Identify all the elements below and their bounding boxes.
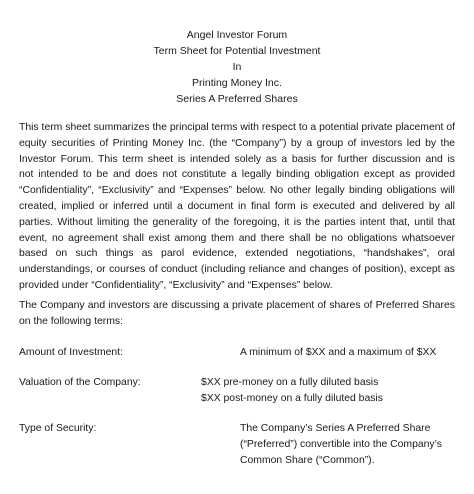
valuation-pre-money: $XX pre-money on a fully diluted basis [201, 377, 379, 388]
intro-line: not intended to be and does not constitute a legally binding obligation except as provided [19, 169, 455, 181]
intro-line: equity securities of Printing Money Inc. (the “Company”) by a group of investors led by the [19, 137, 455, 149]
intro-line: “Confidentiality”, “Exclusivity” and “Expenses” below. No other legally binding obligations will [19, 185, 455, 197]
security-label: Type of Security: [19, 423, 97, 434]
security-line-3: Common Share (“Common”). [240, 455, 375, 466]
terms-intro-paragraph [19, 298, 455, 330]
security-line-2: (“Preferred”) convertible into the Company’s [240, 439, 442, 450]
amount-value: A minimum of $XX and a maximum of $XX [240, 347, 437, 358]
valuation-post-money: $XX post-money on a fully diluted basis [201, 393, 383, 404]
intro-line: event, no agreement shall exist among them and there shall be no obligations whatsoever [19, 232, 455, 244]
security-line-1: The Company’s Series A Preferred Share [240, 423, 431, 434]
header-series: Series A Preferred Shares [176, 93, 298, 105]
intro-line: understandings, or courses of conduct (including reliance and changes of position), except as [19, 264, 455, 276]
header-in: In [232, 61, 242, 73]
intro-line: This term sheet summarizes the principal terms with respect to a potential private placement of [19, 122, 455, 133]
document-header [0, 28, 474, 108]
header-organization: Angel Investor Forum [186, 29, 288, 41]
intro-line: created, implied or inferred until a document in final form is executed and delivered by all [19, 200, 455, 212]
header-company: Printing Money Inc. [192, 77, 282, 89]
amount-label: Amount of Investment: [19, 347, 123, 358]
header-title: Term Sheet for Potential Investment [153, 45, 321, 57]
intro-line: provided under “Confidentiality”, “Exclusivity” and “Expenses” below. [19, 279, 333, 291]
intro-line: based on such things as parol evidence, extended negotiations, “handshakes”, oral [19, 248, 455, 260]
intro-paragraph [19, 120, 455, 294]
intro-line: Investor Forum. This term sheet is intended solely as a basis for further discussion and is [19, 153, 455, 165]
terms-intro-line: on the following terms: [19, 315, 123, 327]
intro-line: parties. Without limiting the generality of the foregoing, it is the parties intent that, until that [19, 216, 455, 228]
valuation-label: Valuation of the Company: [19, 377, 141, 388]
terms-intro-line: The Company and investors are discussing a private placement of shares of Preferred Shares [19, 300, 455, 311]
